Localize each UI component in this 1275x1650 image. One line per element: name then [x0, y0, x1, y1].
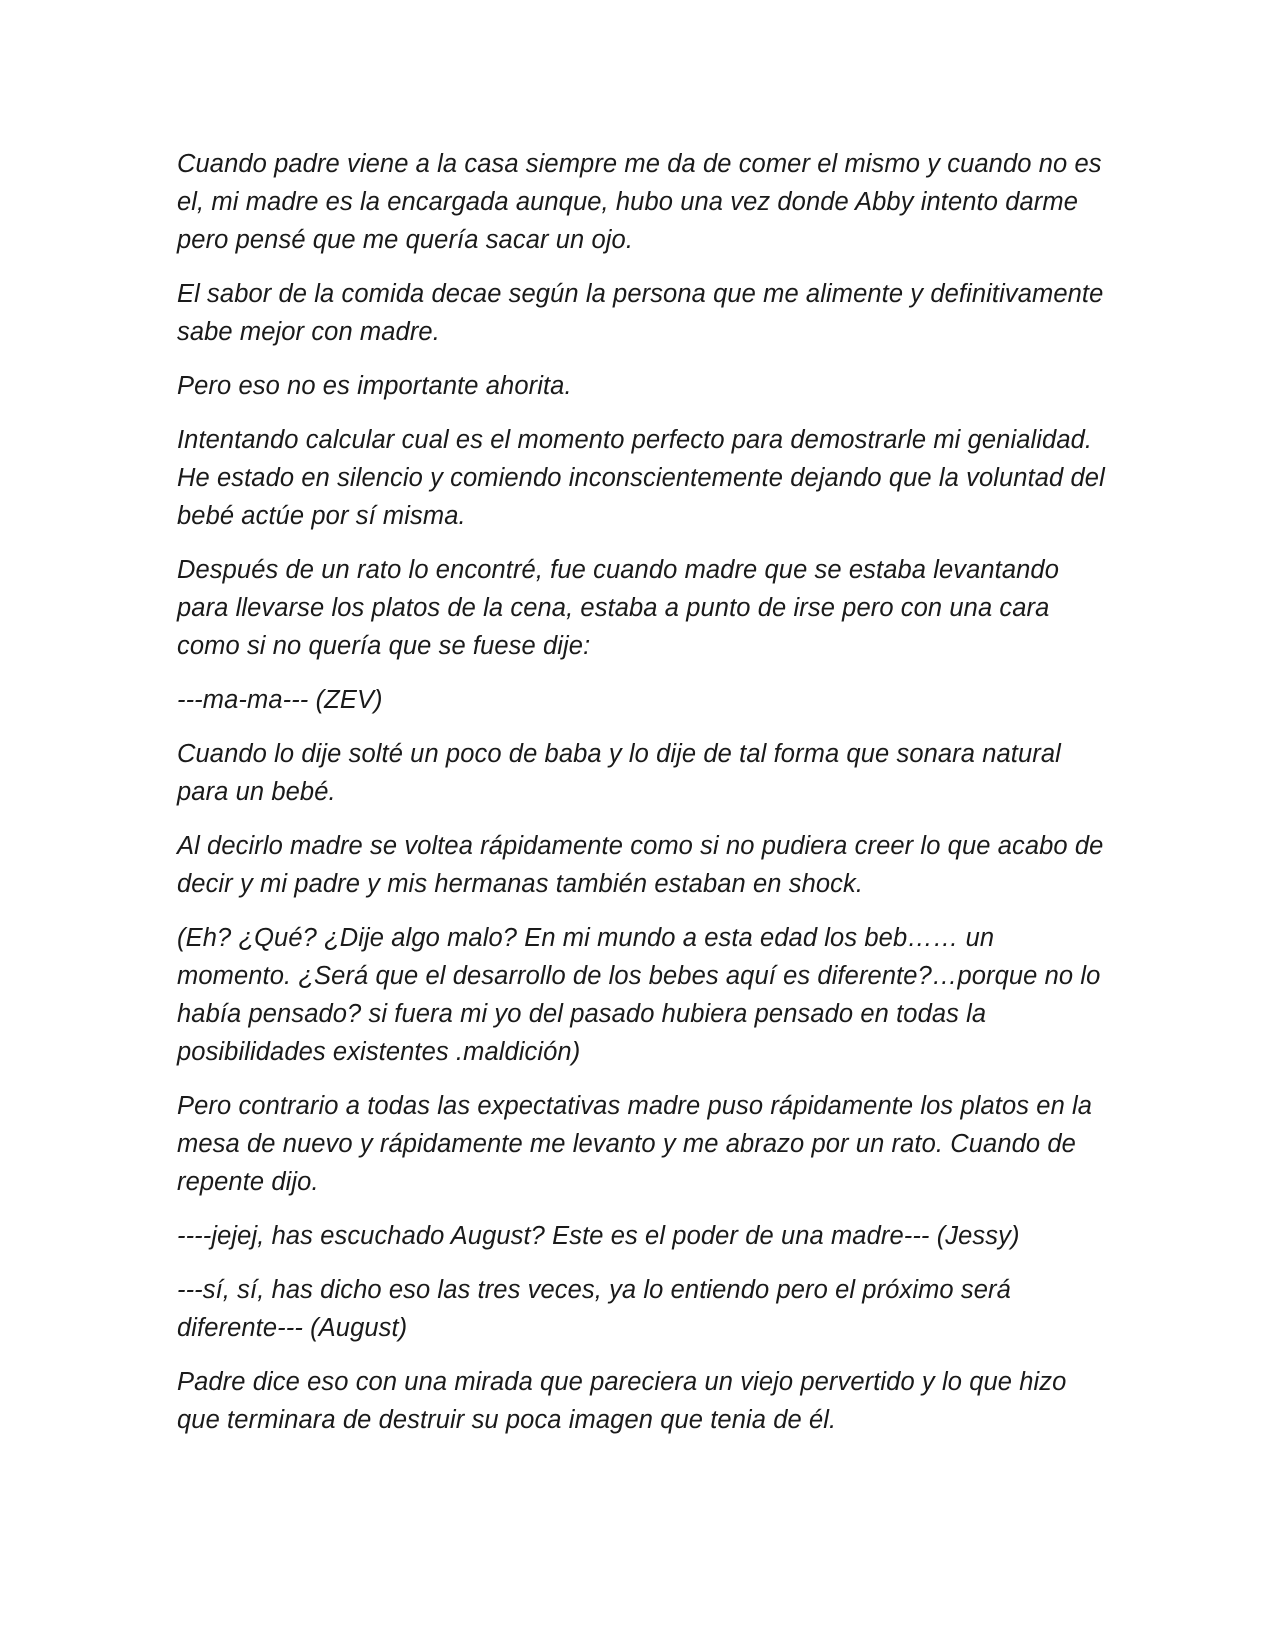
document-body — [177, 145, 1107, 1455]
paragraph: Pero eso no es importante ahorita. — [177, 372, 572, 400]
inner-thought: (Eh? ¿Qué? ¿Dije algo malo? En mi mundo a esta edad los beb…… un momento. ¿Será que el desarrollo de los bebes aquí es diferente?…porque no lo había pensado? si fuera mi yo del pasado hubiera pensado en todas la posibilidades existentes .maldición) — [177, 924, 1101, 1066]
paragraph: El sabor de la comida decae según la persona que me alimente y definitivamente sabe mejor con madre. — [177, 280, 1104, 346]
paragraph: Intentando calcular cual es el momento perfecto para demostrarle mi genialidad. He estado en silencio y comiendo inconscientemente dejando que la voluntad del bebé actúe por sí misma. — [177, 426, 1105, 530]
paragraph: Cuando lo dije solté un poco de baba y lo dije de tal forma que sonara natural para un bebé. — [177, 740, 1061, 806]
paragraph: Al decirlo madre se voltea rápidamente como si no pudiera creer lo que acabo de decir y mi padre y mis hermanas también estaban en shock. — [177, 832, 1104, 898]
paragraph: Padre dice eso con una mirada que pareciera un viejo pervertido y lo que hizo que terminara de destruir su poca imagen que tenia de él. — [177, 1368, 1067, 1434]
dialogue-line: ----jejej, has escuchado August? Este es el poder de una madre--- (Jessy) — [177, 1222, 1020, 1250]
paragraph: Cuando padre viene a la casa siempre me da de comer el mismo y cuando no es el, mi madre es la encargada aunque, hubo una vez donde Abby intento darme pero pensé que me quería sacar un ojo. — [177, 150, 1102, 254]
dialogue-line: ---ma-ma--- (ZEV) — [177, 686, 383, 714]
paragraph: Después de un rato lo encontré, fue cuando madre que se estaba levantando para llevarse los platos de la cena, estaba a punto de irse pero con una cara como si no quería que se fuese dije: — [177, 556, 1059, 660]
paragraph: Pero contrario a todas las expectativas madre puso rápidamente los platos en la mesa de nuevo y rápidamente me levanto y me abrazo por un rato. Cuando de repente dijo. — [177, 1092, 1093, 1196]
dialogue-line: ---sí, sí, has dicho eso las tres veces, ya lo entiendo pero el próximo será diferente--- (August) — [177, 1276, 1011, 1342]
